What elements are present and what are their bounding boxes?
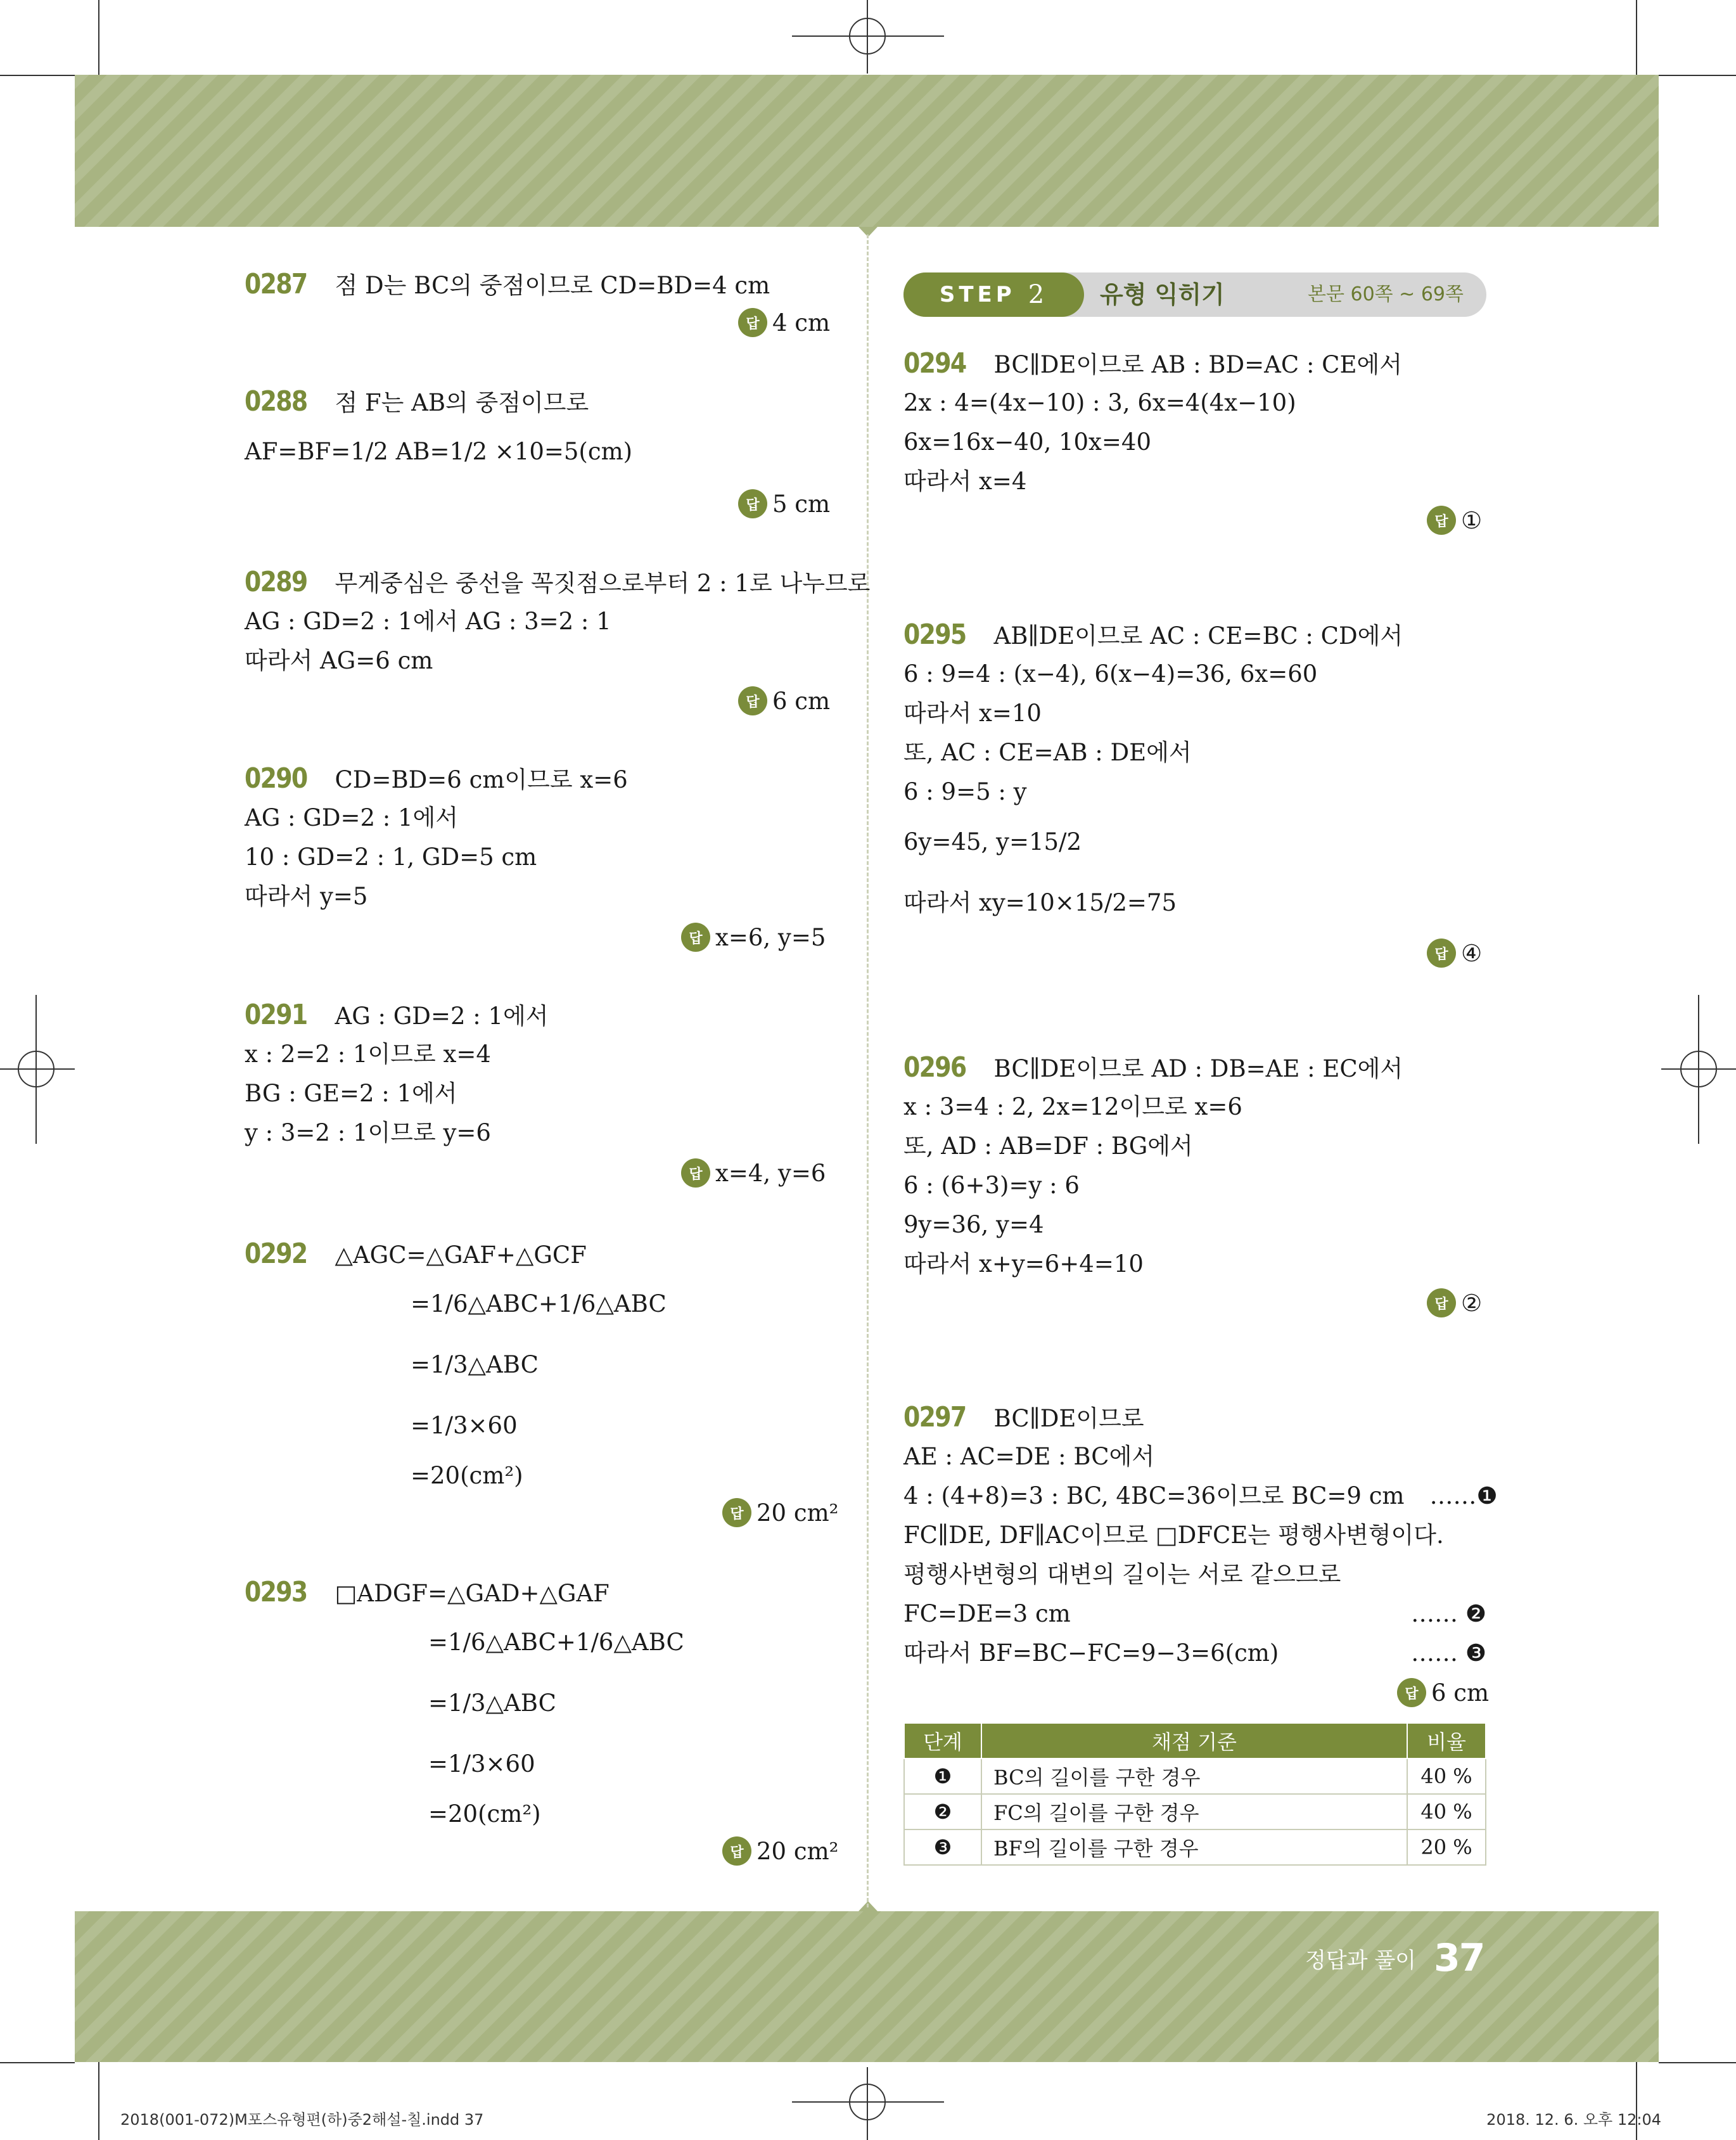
table-cell: ❶ <box>904 1759 981 1794</box>
column-divider <box>867 234 869 1907</box>
answer-badge: 답 <box>1397 1678 1426 1707</box>
solution-line: □ADGF=△GAD+△GAF <box>335 1580 610 1607</box>
solution-line: AB∥DE이므로 AC : CE=BC : CD에서 <box>993 622 1403 650</box>
registration-line <box>0 1068 75 1070</box>
answer-text: 4 cm <box>772 309 831 336</box>
solution-line: 따라서 AG=6 cm <box>245 647 433 674</box>
solution-line: AG : GD=2 : 1에서 AG : 3=2 : 1 <box>245 608 611 635</box>
solution-line: BC∥DE이므로 <box>993 1405 1144 1432</box>
step-number: 2 <box>1028 280 1049 309</box>
registration-line <box>1698 995 1699 1144</box>
answer-text: 20 cm² <box>756 1837 839 1865</box>
crop-mark <box>1659 2062 1736 2063</box>
answer-badge: 답 <box>681 923 710 952</box>
answer-0294 <box>1427 506 1482 535</box>
step-label: STEP <box>939 282 1016 307</box>
answer-0289 <box>738 686 830 715</box>
solution-line: =20(cm²) <box>411 1462 523 1489</box>
header-band <box>75 75 1659 227</box>
solution-line: =1/3△ABC <box>411 1351 539 1378</box>
answer-text: 6 cm <box>772 687 831 715</box>
step-dots: …… <box>1429 1482 1477 1509</box>
answer-0296 <box>1427 1288 1482 1317</box>
solution-line: =1/6△ABC+1/6△ABC <box>428 1629 684 1656</box>
step-dots: …… <box>1411 1639 1458 1667</box>
solution-line: 6 : (6+3)=y : 6 <box>903 1172 1080 1199</box>
solution-line: 점 F는 AB의 중점이므로 <box>335 389 589 416</box>
answer-text: 20 cm² <box>756 1499 839 1527</box>
print-slug-file: 2018(001-072)M포스유형편(하)중2해설-칠.indd 37 <box>120 2111 484 2129</box>
solution-line: BC∥DE이므로 AD : DB=AE : EC에서 <box>993 1055 1403 1082</box>
print-slug-date: 2018. 12. 6. 오후 12:04 <box>1486 2111 1661 2129</box>
footer-label: 정답과 풀이 <box>1305 1947 1417 1973</box>
solution-line: 9y=36, y=4 <box>903 1211 1044 1238</box>
problem-0296 <box>903 1048 1403 1284</box>
table-cell: 40 % <box>1407 1759 1486 1794</box>
problem-number: 0292 <box>245 1238 307 1270</box>
problem-number: 0295 <box>903 618 966 651</box>
solution-line: =1/3△ABC <box>428 1689 556 1717</box>
answer-0293 <box>722 1836 838 1866</box>
answer-badge: 답 <box>722 1836 751 1866</box>
answer-0287 <box>738 308 830 337</box>
problem-number: 0290 <box>245 762 307 795</box>
answer-badge: 답 <box>1427 506 1456 535</box>
solution-line: 따라서 x=4 <box>903 468 1027 495</box>
table-cell: BC의 길이를 구한 경우 <box>981 1759 1407 1794</box>
solution-line: AG : GD=2 : 1에서 <box>245 804 459 831</box>
solution-line: △AGC=△GAF+△GCF <box>335 1241 587 1269</box>
registration-line <box>867 0 868 74</box>
step-title: 유형 익히기 <box>1100 281 1225 309</box>
solution-line: x : 3=4 : 2, 2x=12이므로 x=6 <box>903 1093 1242 1120</box>
answer-text: x=4, y=6 <box>715 1159 826 1187</box>
problem-0292 <box>245 1234 667 1496</box>
answer-text: 6 cm <box>1431 1679 1490 1707</box>
solution-line: FC∥DE, DF∥AC이므로 □DFCE는 평행사변형이다. <box>903 1522 1444 1549</box>
step-page-reference: 본문 60쪽 ~ 69쪽 <box>1307 283 1464 305</box>
answer-0288 <box>738 489 830 518</box>
problem-0295 <box>903 615 1403 933</box>
crop-mark <box>0 2062 75 2063</box>
registration-line <box>35 995 37 1144</box>
solution-line: 6y=45, y=15/2 <box>903 828 1082 855</box>
answer-badge: 답 <box>738 489 767 518</box>
page-footer <box>1305 1936 1484 1980</box>
registration-line <box>867 2067 868 2140</box>
solution-line: 10 : GD=2 : 1, GD=5 cm <box>245 843 537 871</box>
step-marker-2: ❷ <box>1465 1600 1486 1627</box>
answer-badge: 답 <box>738 308 767 337</box>
solution-line: AF=BF=1/2 AB=1/2 ×10=5(cm) <box>245 438 633 465</box>
crop-mark <box>0 75 75 76</box>
table-cell: ❸ <box>904 1829 981 1865</box>
answer-0297 <box>1397 1678 1489 1707</box>
problem-number: 0289 <box>245 566 307 598</box>
answer-badge: 답 <box>681 1158 710 1188</box>
solution-line: BC∥DE이므로 AB : BD=AC : CE에서 <box>993 351 1402 378</box>
solution-line: 또, AC : CE=AB : DE에서 <box>903 739 1192 766</box>
solution-line: =1/3×60 <box>411 1412 518 1439</box>
grading-table <box>903 1722 1486 1866</box>
solution-line: =20(cm²) <box>428 1800 541 1828</box>
answer-badge: 답 <box>722 1498 751 1527</box>
step-header <box>903 272 1486 317</box>
solution-line: 또, AD : AB=DF : BG에서 <box>903 1132 1193 1160</box>
problem-number: 0291 <box>245 999 307 1031</box>
solution-line: 따라서 BF=BC−FC=9−3=6(cm) <box>903 1639 1279 1667</box>
problem-number: 0294 <box>903 347 966 380</box>
problem-0290 <box>245 759 628 916</box>
answer-badge: 답 <box>1427 939 1456 968</box>
answer-text: ② <box>1461 1289 1483 1317</box>
problem-0294 <box>903 344 1402 501</box>
page-number: 37 <box>1434 1936 1484 1980</box>
step-marker-3: ❸ <box>1465 1639 1486 1667</box>
table-cell: 40 % <box>1407 1794 1486 1829</box>
registration-line <box>792 2101 944 2103</box>
crop-mark <box>1659 75 1736 76</box>
footer-band <box>75 1911 1659 2062</box>
table-cell: ❷ <box>904 1794 981 1829</box>
solution-line: 6 : 9=5 : y <box>903 778 1027 805</box>
problem-0289 <box>245 563 870 681</box>
answer-0291 <box>681 1158 826 1188</box>
table-cell: FC의 길이를 구한 경우 <box>981 1794 1407 1829</box>
problem-0297 <box>903 1398 1498 1673</box>
answer-text: 5 cm <box>772 490 831 518</box>
answer-0295 <box>1427 939 1482 968</box>
table-cell: BF의 길이를 구한 경우 <box>981 1829 1407 1865</box>
answer-0290 <box>681 923 826 952</box>
solution-line: AE : AC=DE : BC에서 <box>903 1443 1155 1470</box>
problem-number: 0293 <box>245 1576 307 1608</box>
solution-line: 따라서 x+y=6+4=10 <box>903 1250 1144 1278</box>
solution-line: 따라서 x=10 <box>903 700 1042 727</box>
solution-line: x : 2=2 : 1이므로 x=4 <box>245 1041 491 1068</box>
answer-text: x=6, y=5 <box>715 923 826 951</box>
solution-line: CD=BD=6 cm이므로 x=6 <box>335 766 628 793</box>
problem-number: 0287 <box>245 268 307 300</box>
table-cell: 20 % <box>1407 1829 1486 1865</box>
table-header: 채점 기준 <box>981 1723 1407 1759</box>
answer-badge: 답 <box>738 686 767 715</box>
answer-0292 <box>722 1498 838 1527</box>
step-marker-1: ❶ <box>1476 1482 1498 1509</box>
table-header: 비율 <box>1407 1723 1486 1759</box>
table-header: 단계 <box>904 1723 981 1759</box>
solution-line: =1/3×60 <box>428 1750 535 1778</box>
answer-text: ① <box>1461 506 1483 534</box>
crop-mark <box>98 0 99 75</box>
answer-text: ④ <box>1461 939 1483 967</box>
solution-line: 6 : 9=4 : (x−4), 6(x−4)=36, 6x=60 <box>903 660 1318 688</box>
table-row <box>904 1794 1486 1829</box>
solution-line: =1/6△ABC+1/6△ABC <box>411 1290 667 1317</box>
solution-line: AG : GD=2 : 1에서 <box>335 1003 549 1030</box>
solution-line: FC=DE=3 cm <box>903 1600 1071 1627</box>
solution-line: 따라서 y=5 <box>245 883 368 910</box>
solution-line: 6x=16x−40, 10x=40 <box>903 428 1151 456</box>
problem-0287 <box>245 265 770 304</box>
problem-number: 0297 <box>903 1401 966 1433</box>
answer-badge: 답 <box>1427 1288 1456 1317</box>
problem-number: 0288 <box>245 385 307 418</box>
solution-line: 점 D는 BC의 중점이므로 CD=BD=4 cm <box>335 272 770 299</box>
solution-line: y : 3=2 : 1이므로 y=6 <box>245 1119 491 1146</box>
problem-number: 0296 <box>903 1051 966 1084</box>
solution-line: 4 : (4+8)=3 : BC, 4BC=36이므로 BC=9 cm <box>903 1482 1405 1509</box>
solution-line: 2x : 4=(4x−10) : 3, 6x=4(4x−10) <box>903 389 1296 416</box>
solution-line: 따라서 xy=10×15/2=75 <box>903 889 1177 916</box>
step-pill <box>903 272 1084 317</box>
step-dots: …… <box>1411 1600 1458 1627</box>
solution-line: BG : GE=2 : 1에서 <box>245 1080 457 1107</box>
table-row <box>904 1759 1486 1794</box>
table-row <box>904 1829 1486 1865</box>
problem-0293 <box>245 1573 684 1834</box>
crop-mark <box>1636 0 1637 75</box>
problem-0291 <box>245 996 549 1153</box>
crop-mark <box>98 2062 99 2140</box>
solution-line: 무게중심은 중선을 꼭짓점으로부터 2 : 1로 나누므로 <box>335 570 871 597</box>
solution-line: 평행사변형의 대변의 길이는 서로 같으므로 <box>903 1561 1341 1588</box>
registration-line <box>792 35 944 37</box>
problem-0288 <box>245 382 632 482</box>
